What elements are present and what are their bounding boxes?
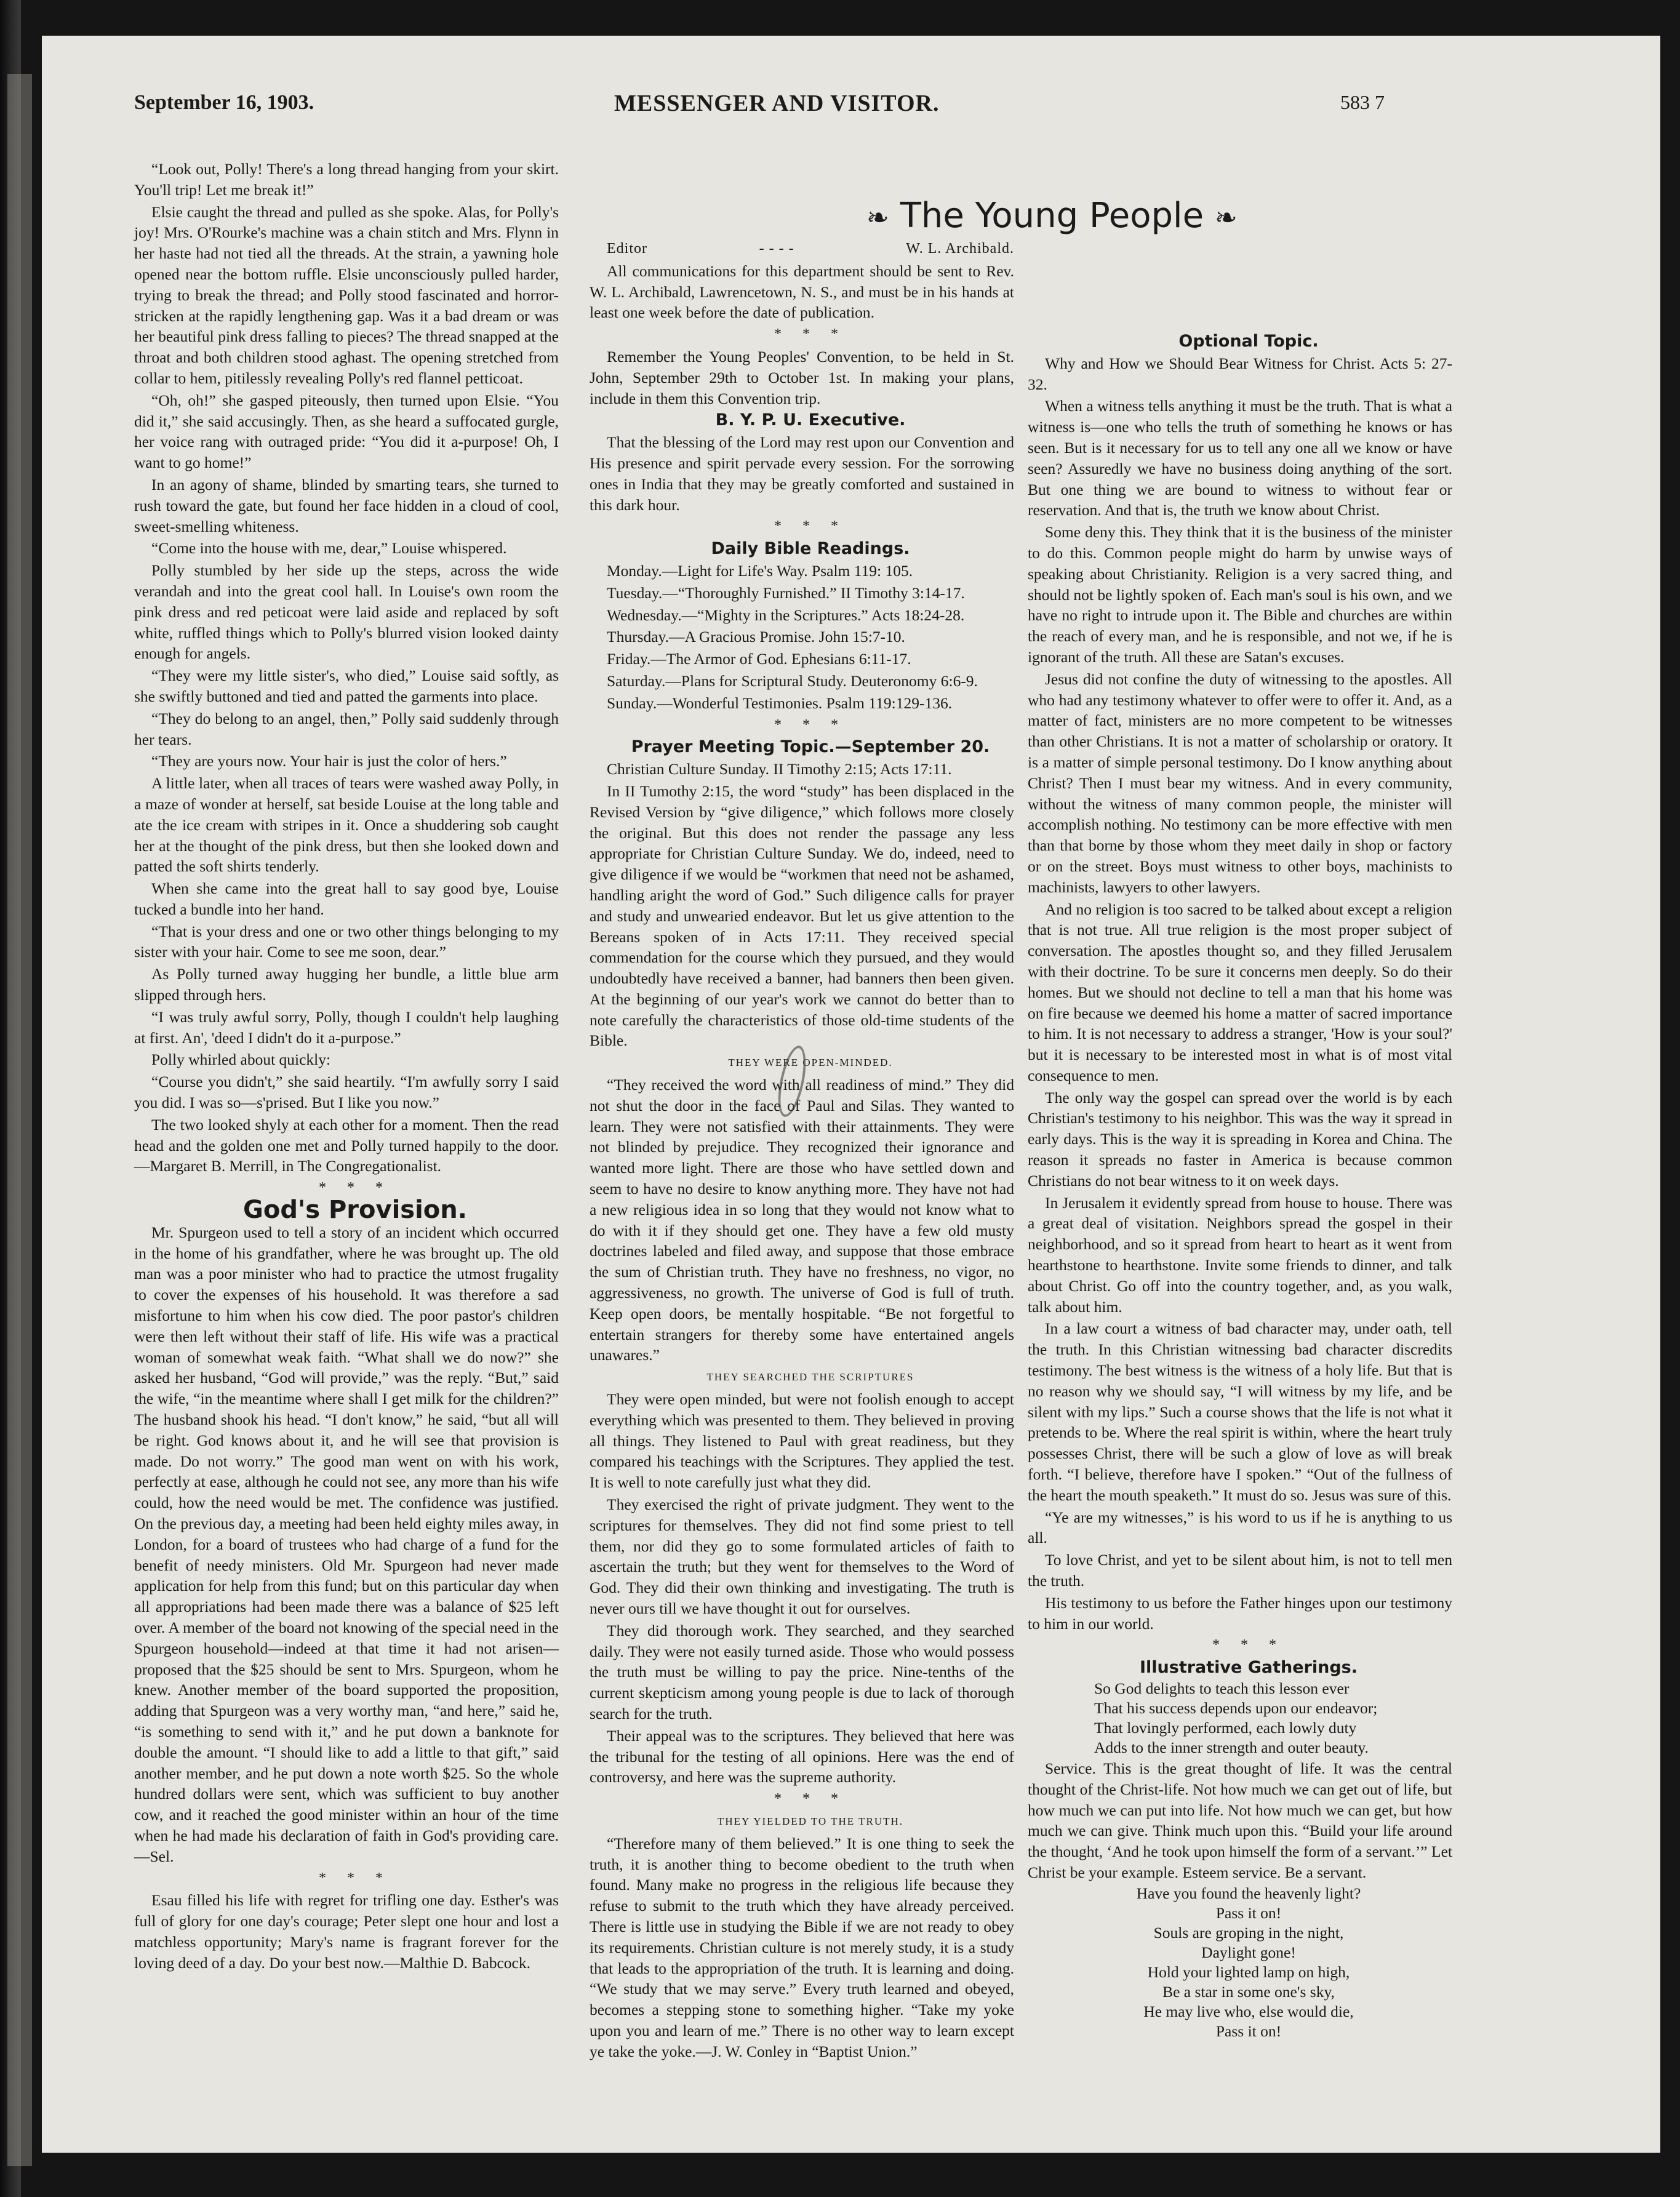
- story-continuation: [134, 159, 559, 1177]
- paragraph: They exercised the right of private judgment. They went to the scriptures for themselves. They did not find some priest to tell them, nor did they go to some formulated articles of faith to ascertain the truth; but they went for themselves to the Word of God. They did their own thinking and investigating. The truth is never ours till we have thought it out for ourselves.: [590, 1495, 1014, 1617]
- reading-item: Saturday.—Plans for Scriptural Study. Deuteronomy 6:6-9.: [607, 671, 978, 690]
- paragraph: Polly whirled about quickly:: [151, 1050, 331, 1069]
- editor-name: W. L. Archibald.: [906, 241, 1014, 257]
- paragraph: Mr. Spurgeon used to tell a story of an incident which occurred in the home of his grandfather, where he was brought up. The old man was a poor minister who had to practice the utmost frugality to cover the expenses of his household. It was therefore a sad misfortune to him when his cow died. The poor pastor's children were then left without their staff of life. His wife was a practical woman of somewhat weak faith. “What shall we do now?” she asked her husband, “God will provide,” was the reply. “But,” said the wife, “in the meantime where shall I get milk for the children?” The husband shook his head. “I don't know,” he said, “but all will be right. God knows about it, and he will see that provision is made. Do not worry.” The good man went on with his work, perfectly at ease, although he could not see, any more than his wife could, how the need would be met. The confidence was justified. On the previous day, a meeting had been held eighty miles away, in London, for a board of trustees who had charge of a fund for the benefit of needy ministers. Old Mr. Spurgeon had never made application for help from this fund; but on this particular day when all appropriations had been made there was a balance of $25 left over. A member of the board not knowing of the special need in the Spurgeon household—indeed at that time it had not arisen—proposed that the $25 should be sent to Mrs. Spurgeon, whom he knew. Another member of the board supported the proposition, adding that Spurgeon was a very worthy man, “and here,” said he, “is something to send with it,” and he put down a banknote for double the amount. “I should like to add a little to that gift,” said another member, and he put down a note worth $25. So the whole hundred dollars were sent, which was sufficient to buy another cow, and it reached the good minister within an hour of the time when he had made his declaration of faith in God's providing care.—Sel.: [134, 1223, 559, 1865]
- paragraph: The two looked shyly at each other for a moment. Then the read head and the golden one met and Polly turned happily to the door.—Margaret B. Merrill, in The Congregationalist.: [134, 1115, 559, 1175]
- section-ornament: * * *: [774, 1791, 847, 1807]
- paragraph: Why and How we Should Bear Witness for Christ. Acts 5: 27-32.: [1028, 354, 1452, 393]
- paragraph: As Polly turned away hugging her bundle, a little blue arm slipped through hers.: [134, 965, 559, 1004]
- paragraph: Some deny this. They think that it is the business of the minister to do this. Common people might do harm by unwise ways of speaking about Christianity. Religion is a very sacred thing, and should not be lightly spoken of. Each man's soul is his own, and we have no right to intrude upon it. The Bible and churches are within the reach of every man, and he is responsible, and not we, if he is ignorant of the truth. All these are Satan's excuses.: [1028, 523, 1452, 666]
- paragraph: Elsie caught the thread and pulled as she spoke. Alas, for Polly's joy! Mrs. O'Rourke's machine was a chain stitch and Mrs. Flynn in her haste had not tied all the threads. At the strain, a yawning hole opened near the bottom ruffle. Elsie unconsciously pulled harder, trying to break the thread; and Polly stood fascinated and horror-stricken at the rapidly lengthening gap. Was it a bad dream or was her beautiful pink dress falling to pieces? The thread snapped at the throat and both children stood aghast. The opening stretched from collar to hem, pitilessly revealing Polly's red flannel petticoat.: [134, 202, 559, 387]
- gatherings-title: Illustrative Gatherings.: [1139, 1658, 1358, 1678]
- poem-line: That lovingly performed, each lowly duty: [1094, 1719, 1357, 1737]
- yielded-heading: THEY YIELDED TO THE TRUTH.: [717, 1815, 904, 1827]
- leaf-ornament-icon: ❧: [1214, 202, 1238, 234]
- intro-paragraph: All communications for this department should be sent to Rev. W. L. Archibald, Lawrencetown, N. S., and must be in his hands at least one week before the date of publication.: [590, 262, 1014, 322]
- section-ornament: * * *: [319, 1870, 391, 1886]
- reading-item: Sunday.—Wonderful Testimonies. Psalm 119:129-136.: [607, 694, 953, 712]
- paragraph: “They were my little sister's, who died,” Louise said softly, as she swiftly buttoned and tied and patted the garments into place.: [134, 666, 559, 705]
- newspaper-page: [42, 36, 1660, 2153]
- poem-line: Adds to the inner strength and outer beauty.: [1094, 1739, 1369, 1756]
- paragraph: In II Tumothy 2:15, the word “study” has been displaced in the Revised Version by “give diligence,” which follows more closely the original. But this does not render the passage any less appropriate for Christian Culture Sunday. We do, indeed, need to give diligence if we would be “workmen that need not be ashamed, handling aright the word of God.” Such diligence calls for prayer and study and unwearied endeavor. But let us give attention to the Bereans spoken of in Acts 17:11. They received special commendation for the course which they pursued, and they would undoubtedly have received a banner, had banners then been given. At the beginning of our year's work we cannot do better than to note carefully the characteristics of those old-time students of the Bible.: [590, 782, 1014, 1050]
- column-1: [134, 159, 559, 1975]
- reading-item: Monday.—Light for Life's Way. Psalm 119: 105.: [607, 561, 913, 580]
- young-people-heading: [866, 196, 1238, 236]
- reading-item: Thursday.—A Gracious Promise. John 15:7-10.: [607, 628, 905, 646]
- paragraph: And no religion is too sacred to be talked about except a religion that is not true. All true religion is the most proper subject of conversation. The apostles thought so, and they filled Jerusalem with their doctrine. To be sure it concerns men deeply. So do their homes. But we should not decline to tell a man that his home was on fire because we deemed his home a matter of sacred importance to him. It is not necessary to address a stranger, 'How is your soul?' but it is necessary to be interested most in what is of most vital consequence to men.: [1028, 900, 1452, 1084]
- convention-paragraph: Remember the Young Peoples' Convention, to be held in St. John, September 29th to October 1st. In making your plans, include in them this Convention trip.: [590, 347, 1014, 407]
- paragraph: “That is your dress and one or two other things belonging to my sister with your hair. Come to see me soon, dear.”: [134, 922, 559, 961]
- paragraph: “They received the word with all readiness of mind.” They did not shut the door in the face of Paul and Silas. They wanted to learn. They were not satisfied with their attainments. They were not blinded by prejudice. They recognized their ignorance and wanted more light. There are those who have settled down and seem to have no desire to know anything more. They have not had a new religious idea in so long that they would not know what to do with it if they should get one. They have a few old musty doctrines labeled and filed away, and suppose that those embrace the sum of Christian truth. They have no freshness, no vigor, no aggressiveness, no growth. The universe of God is full of truth. Keep open doors, be mentally hospitable. “Be not forgetful to entertain strangers for thereby some have entertained angels unawares.”: [590, 1076, 1014, 1364]
- poem-line: Daylight gone!: [1201, 1943, 1296, 1961]
- open-minded-heading: THEY WERE OPEN-MINDED.: [728, 1057, 893, 1069]
- paragraph: Polly stumbled by her side up the steps, across the wide verandah and into the great cool hall. In Louise's own room the pink dress and red peticoat were laid aside and replaced by soft white, ruffled things which to Polly's blurred vision looked dainty enough for angels.: [134, 561, 559, 663]
- paragraph: The only way the gospel can spread over the world is by each Christian's testimony to his neighbor. This was the way it spread in early days. This is the way it is spreading in Korea and China. The reason it spreads no faster in America is because common Christians do not bear witness to it on week days.: [1028, 1088, 1452, 1190]
- reading-item: Wednesday.—“Mighty in the Scriptures.” Acts 18:24-28.: [607, 606, 965, 624]
- page-header: [42, 36, 1660, 140]
- poem-line: Hold your lighted lamp on high,: [1147, 1963, 1350, 1981]
- section-ornament: * * *: [1212, 1637, 1285, 1654]
- paragraph: Their appeal was to the scriptures. They believed that here was the tribunal for the testing of all opinions. Here was the end of controversy, and here was the supreme authority.: [590, 1726, 1014, 1787]
- poem-line: Souls are groping in the night,: [1153, 1923, 1344, 1942]
- optional-topic-title: Optional Topic.: [1178, 332, 1319, 351]
- searched-heading: THEY SEARCHED THE SCRIPTURES: [706, 1371, 914, 1383]
- editor-label: Editor: [607, 241, 647, 257]
- reading-item: Friday.—The Armor of God. Ephesians 6:11-17.: [607, 650, 911, 668]
- paragraph: “Come into the house with me, dear,” Louise whispered.: [151, 539, 507, 558]
- paragraph: “Oh, oh!” she gasped piteously, then turned upon Elsie. “You did it,” she said accusingly. Then, as she heard a suffocated gurgle, her voice rang with outraged pride: “You did it a-purpose! Oh, I want to go home!”: [134, 391, 559, 472]
- section-ornament: * * *: [774, 518, 847, 535]
- poem-line: Pass it on!: [1215, 1903, 1282, 1922]
- paragraph: They were open minded, but were not foolish enough to accept everything which was presented to them. They believed in proving all things. They listened to Paul with great readiness, but they compared his teachings with the Scriptures. They applied the test. It is well to note carefully just what they did.: [590, 1390, 1014, 1492]
- bypu-title: B. Y. P. U. Executive.: [715, 410, 906, 430]
- paragraph: In a law court a witness of bad character may, under oath, tell the truth. In this Christian witnessing bad character discredits testimony. The best witness is the witness of a holy life. But that is no reason why we should say, “I will witness by my life, and be silent with my lips.” Such a course shows that the life is not what it pretends to be. Where the real spirit is within, where the heart truly possesses Christ, there will be such a glow of love as will break forth. “I believe, therefore have I spoken.” “Out of the fullness of the heart the mouth speaketh.” It must do so. Jesus was sure of this.: [1028, 1319, 1452, 1504]
- paragraph: To love Christ, and yet to be silent about him, is not to tell men the truth.: [1028, 1551, 1452, 1590]
- poem-line: So God delights to teach this lesson ever: [1094, 1679, 1350, 1697]
- paragraph: His testimony to us before the Father hinges upon our testimony to him in our world.: [1028, 1593, 1452, 1633]
- leaf-ornament-icon: ❧: [866, 202, 889, 234]
- gods-provision-title: God's Provision.: [243, 1196, 467, 1225]
- paragraph: When a witness tells anything it must be the truth. That is what a witness is—one who tells the truth of something he knows or has seen. But is it necessary for us to tell any one all we know or have seen? Assuredly we have no business doing anything of the sort. But one thing we are bound to witness to without fear or reservation. And that is, the truth we know about Christ.: [1028, 397, 1452, 519]
- readings-title: Daily Bible Readings.: [711, 539, 910, 559]
- paragraph: A little later, when all traces of tears were washed away Polly, in a maze of wonder at herself, sat beside Louise at the long table and ate the ice cream with stripes in it. Once a shuddering sob caught her at the thought of the pink dress, but then she looked down and patted the soft shirts tenderly.: [134, 774, 559, 876]
- paragraph: In Jerusalem it evidently spread from house to house. There was a great deal of visitation. Neighbors spread the gospel in their neighborhood, and so it spread from heart to heart as it went from hearthstone to hearthstone. Invite some friends to dinner, and talk about Christ. Go off into the country together, and, as you walk, talk about him.: [1028, 1193, 1452, 1316]
- paragraph: They did thorough work. They searched, and they searched daily. They were not easily turned aside. Those who would possess the truth must be willing to pay the price. Nine-tenths of the current skepticism among young people is due to lack of thorough search for the truth.: [590, 1621, 1014, 1723]
- poem-line: That his success depends upon our endeavor;: [1094, 1699, 1378, 1717]
- paragraph: “Therefore many of them believed.” It is one thing to seek the truth, it is another thing to become obedient to the truth when found. Many make no progress in the religious life because they refuse to submit to the truth which they have already perceived. There is little use in studying the Bible if we are not ready to obey its requirements. Christian culture is not merely study, it is a study that leads to the appropriation of the truth. It is learning and doing. “We study that we may serve.” Every truth learned and obeyed, becomes a stepping stone to something higher. “Take my yoke upon you and learn of me.” There is no other way to learn except ye take the yoke.—J. W. Conley in “Baptist Union.”: [590, 1834, 1014, 2060]
- paragraph: “Ye are my witnesses,” is his word to us if he is anything to us all.: [1028, 1508, 1452, 1547]
- paragraph: “They do belong to an angel, then,” Polly said suddenly through her tears.: [134, 709, 559, 748]
- poem-line: Have you found the heavenly light?: [1136, 1884, 1361, 1902]
- facing-page-edge: [7, 74, 32, 2166]
- editor-dashes: - - - -: [759, 241, 794, 257]
- section-ornament: * * *: [774, 326, 847, 343]
- esau-paragraph: Esau filled his life with regret for trifling one day. Esther's was full of glory for one day's courage; Peter slept one hour and lost a matchless opportunity; Mary's name is fragrant forever for the loving deed of a day. Do your best now.—Malthie D. Babcock.: [134, 1891, 559, 1972]
- paragraph: When she came into the great hall to say good bye, Louise tucked a bundle into her hand.: [134, 879, 559, 918]
- paragraph: Christian Culture Sunday. II Timothy 2:15; Acts 17:11.: [607, 760, 952, 778]
- young-people-title: The Young People: [900, 196, 1204, 236]
- paragraph: Jesus did not confine the duty of witnessing to the apostles. All who had any testimony whatever to offer were to offer it. And, as a matter of fact, ministers are no more competent to be witnesses than other Christians. It is not a matter of scholarship or oratory. It is a matter of simple personal testimony. Do I know anything about Christ? Then I must bear my witness. And in every community, without the witness of many common people, the minister will accomplish nothing. No testimony can be more effective with men than that borne by those whom they meet daily in shop or factory or on the street. Boys must witness to other boys, machinists to machinists, lawyers to other lawyers.: [1028, 670, 1452, 896]
- column-2: [590, 239, 1014, 2063]
- reading-item: Tuesday.—“Thoroughly Furnished.” II Timothy 3:14-17.: [607, 583, 965, 602]
- masthead-title: MESSENGER AND VISITOR.: [614, 90, 940, 116]
- section-ornament: * * *: [774, 716, 847, 733]
- poem-line: Be a star in some one's sky,: [1162, 1982, 1335, 2001]
- poem-line: He may live who, else would die,: [1143, 2002, 1354, 2020]
- paragraph: “They are yours now. Your hair is just the color of hers.”: [151, 752, 507, 770]
- editor-line: [590, 239, 1014, 260]
- prayer-topic-title: Prayer Meeting Topic.—September 20.: [631, 737, 990, 757]
- section-ornament: * * *: [319, 1180, 391, 1196]
- paragraph: “I was truly awful sorry, Polly, though I couldn't help laughing at first. An', 'deed I didn't do it a-purpose.”: [134, 1007, 559, 1047]
- paragraph: “Look out, Polly! There's a long thread hanging from your skirt. You'll trip! Let me break it!”: [134, 160, 559, 199]
- poem-line: Pass it on!: [1215, 2022, 1282, 2040]
- column-3: [1028, 239, 1452, 2042]
- page-number: 583 7: [1340, 91, 1385, 113]
- paragraph: In an agony of shame, blinded by smarting tears, she turned to rush toward the gate, but found her face hidden in a cloud of cool, sweet-smelling whiteness.: [134, 475, 559, 535]
- paragraph: “Course you didn't,” she said heartily. “I'm awfully sorry I said you did. I was so—s'prised. But I like you now.”: [134, 1073, 559, 1112]
- issue-date: September 16, 1903.: [134, 91, 314, 114]
- bypu-paragraph: That the blessing of the Lord may rest upon our Convention and His presence and spirit pervade every session. For the sorrowing ones in India that they may be greatly comforted and sustained in this dark hour.: [590, 433, 1014, 514]
- service-paragraph: Service. This is the great thought of life. It was the central thought of the Christ-life. Not how much we can get out of life, but how much we can put into life. Not how much we can get, but how much we can give. Think much upon this. “Build your life around the thought, ‘And he took upon himself the form of a servant.’” Let Christ be your example. Esteem service. Be a servant.: [1028, 1759, 1452, 1881]
